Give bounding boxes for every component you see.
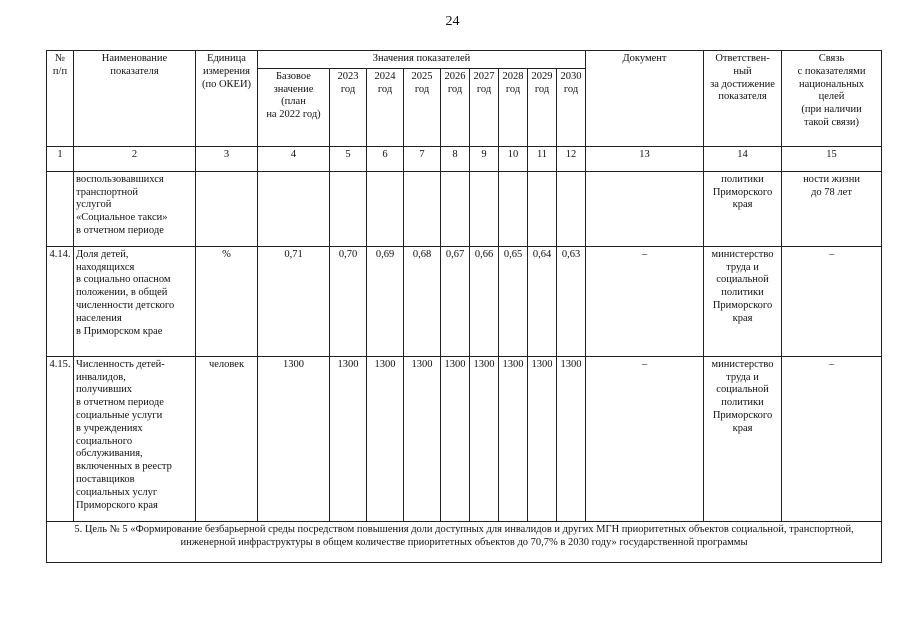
header-values-group: Значения показателей bbox=[258, 51, 586, 69]
column-number: 3 bbox=[196, 146, 258, 171]
header-year: 2030 год bbox=[557, 68, 586, 146]
goal-text: 5. Цель № 5 «Формирование безбарьерной среды посредством повышения доли доступных для инвалидов и других МГН приоритетных объектов социальной, транспортной, инженерной инфраструктуры в общем количестве приоритетных объектов до 70,7% в 2030 году» государственной программы bbox=[47, 521, 882, 562]
header-unit: Единица измерения (по ОКЕИ) bbox=[196, 51, 258, 147]
year-value-cell: 0,66 bbox=[470, 246, 499, 356]
column-numbers-row bbox=[47, 146, 882, 171]
year-value-cell: 1300 bbox=[470, 356, 499, 521]
column-number: 6 bbox=[367, 146, 404, 171]
header-year: 2029 год bbox=[528, 68, 557, 146]
responsible-cell: политики Приморского края bbox=[704, 171, 782, 246]
year-value-cell: 1300 bbox=[441, 356, 470, 521]
indicators-table bbox=[46, 50, 882, 563]
base-value-cell: 0,71 bbox=[258, 246, 330, 356]
header-row-1 bbox=[47, 51, 882, 69]
column-number: 7 bbox=[404, 146, 441, 171]
year-value-cell: 0,70 bbox=[330, 246, 367, 356]
national-goal-link-cell: – bbox=[782, 246, 882, 356]
empty-cell bbox=[557, 171, 586, 246]
header-number: № п/п bbox=[47, 51, 74, 147]
header-base-value: Базовое значение (план на 2022 год) bbox=[258, 68, 330, 146]
column-number: 12 bbox=[557, 146, 586, 171]
indicator-name: Доля детей, находящихся в социально опасном положении, в общей численности детского населения в Приморском крае bbox=[74, 246, 196, 356]
year-value-cell: 1300 bbox=[557, 356, 586, 521]
year-value-cell: 0,68 bbox=[404, 246, 441, 356]
column-number: 4 bbox=[258, 146, 330, 171]
empty-cell bbox=[528, 171, 557, 246]
responsible-cell: министерство труда и социальной политики Приморского края bbox=[704, 246, 782, 356]
empty-cell bbox=[258, 171, 330, 246]
column-number: 10 bbox=[499, 146, 528, 171]
indicator-name: Численность детей- инвалидов, получивших в отчетном периоде социальные услуги в учреждениях социального обслуживания, включенных в реестр поставщиков социальных услуг Приморского края bbox=[74, 356, 196, 521]
year-value-cell: 1300 bbox=[404, 356, 441, 521]
responsible-cell: министерство труда и социальной политики Приморского края bbox=[704, 356, 782, 521]
row-number: 4.14. bbox=[47, 246, 74, 356]
base-value-cell: 1300 bbox=[258, 356, 330, 521]
empty-cell bbox=[330, 171, 367, 246]
goal-section-row bbox=[47, 521, 882, 562]
year-value-cell: 1300 bbox=[528, 356, 557, 521]
national-goal-link-cell: ности жизни до 78 лет bbox=[782, 171, 882, 246]
column-number: 1 bbox=[47, 146, 74, 171]
year-value-cell: 0,64 bbox=[528, 246, 557, 356]
empty-cell bbox=[470, 171, 499, 246]
column-number: 15 bbox=[782, 146, 882, 171]
column-number: 8 bbox=[441, 146, 470, 171]
empty-cell bbox=[196, 171, 258, 246]
document-cell: – bbox=[586, 356, 704, 521]
column-number: 14 bbox=[704, 146, 782, 171]
empty-cell bbox=[367, 171, 404, 246]
year-value-cell: 0,63 bbox=[557, 246, 586, 356]
header-document: Документ bbox=[586, 51, 704, 147]
table-row bbox=[47, 246, 882, 356]
header-national-goals-link: Связь с показателями национальных целей (при наличии такой связи) bbox=[782, 51, 882, 147]
year-value-cell: 0,69 bbox=[367, 246, 404, 356]
header-year: 2027 год bbox=[470, 68, 499, 146]
unit-cell: % bbox=[196, 246, 258, 356]
indicator-name: воспользовавшихся транспортной услугой «Социальное такси» в отчетном периоде bbox=[74, 171, 196, 246]
column-number: 11 bbox=[528, 146, 557, 171]
empty-cell bbox=[586, 171, 704, 246]
header-year: 2023 год bbox=[330, 68, 367, 146]
header-year: 2028 год bbox=[499, 68, 528, 146]
row-number: 4.15. bbox=[47, 356, 74, 521]
year-value-cell: 0,67 bbox=[441, 246, 470, 356]
column-number: 9 bbox=[470, 146, 499, 171]
year-value-cell: 1300 bbox=[499, 356, 528, 521]
column-number: 2 bbox=[74, 146, 196, 171]
column-number: 13 bbox=[586, 146, 704, 171]
unit-cell: человек bbox=[196, 356, 258, 521]
empty-cell bbox=[441, 171, 470, 246]
empty-cell bbox=[404, 171, 441, 246]
national-goal-link-cell: – bbox=[782, 356, 882, 521]
empty-cell bbox=[499, 171, 528, 246]
page-number: 24 bbox=[445, 14, 460, 29]
year-value-cell: 1300 bbox=[367, 356, 404, 521]
header-year: 2024 год bbox=[367, 68, 404, 146]
empty-cell bbox=[47, 171, 74, 246]
document-cell: – bbox=[586, 246, 704, 356]
year-value-cell: 1300 bbox=[330, 356, 367, 521]
table-row bbox=[47, 356, 882, 521]
header-year: 2026 год bbox=[441, 68, 470, 146]
continuation-row bbox=[47, 171, 882, 246]
header-responsible: Ответствен- ный за достижение показателя bbox=[704, 51, 782, 147]
column-number: 5 bbox=[330, 146, 367, 171]
year-value-cell: 0,65 bbox=[499, 246, 528, 356]
header-year: 2025 год bbox=[404, 68, 441, 146]
header-indicator-name: Наименование показателя bbox=[74, 51, 196, 147]
